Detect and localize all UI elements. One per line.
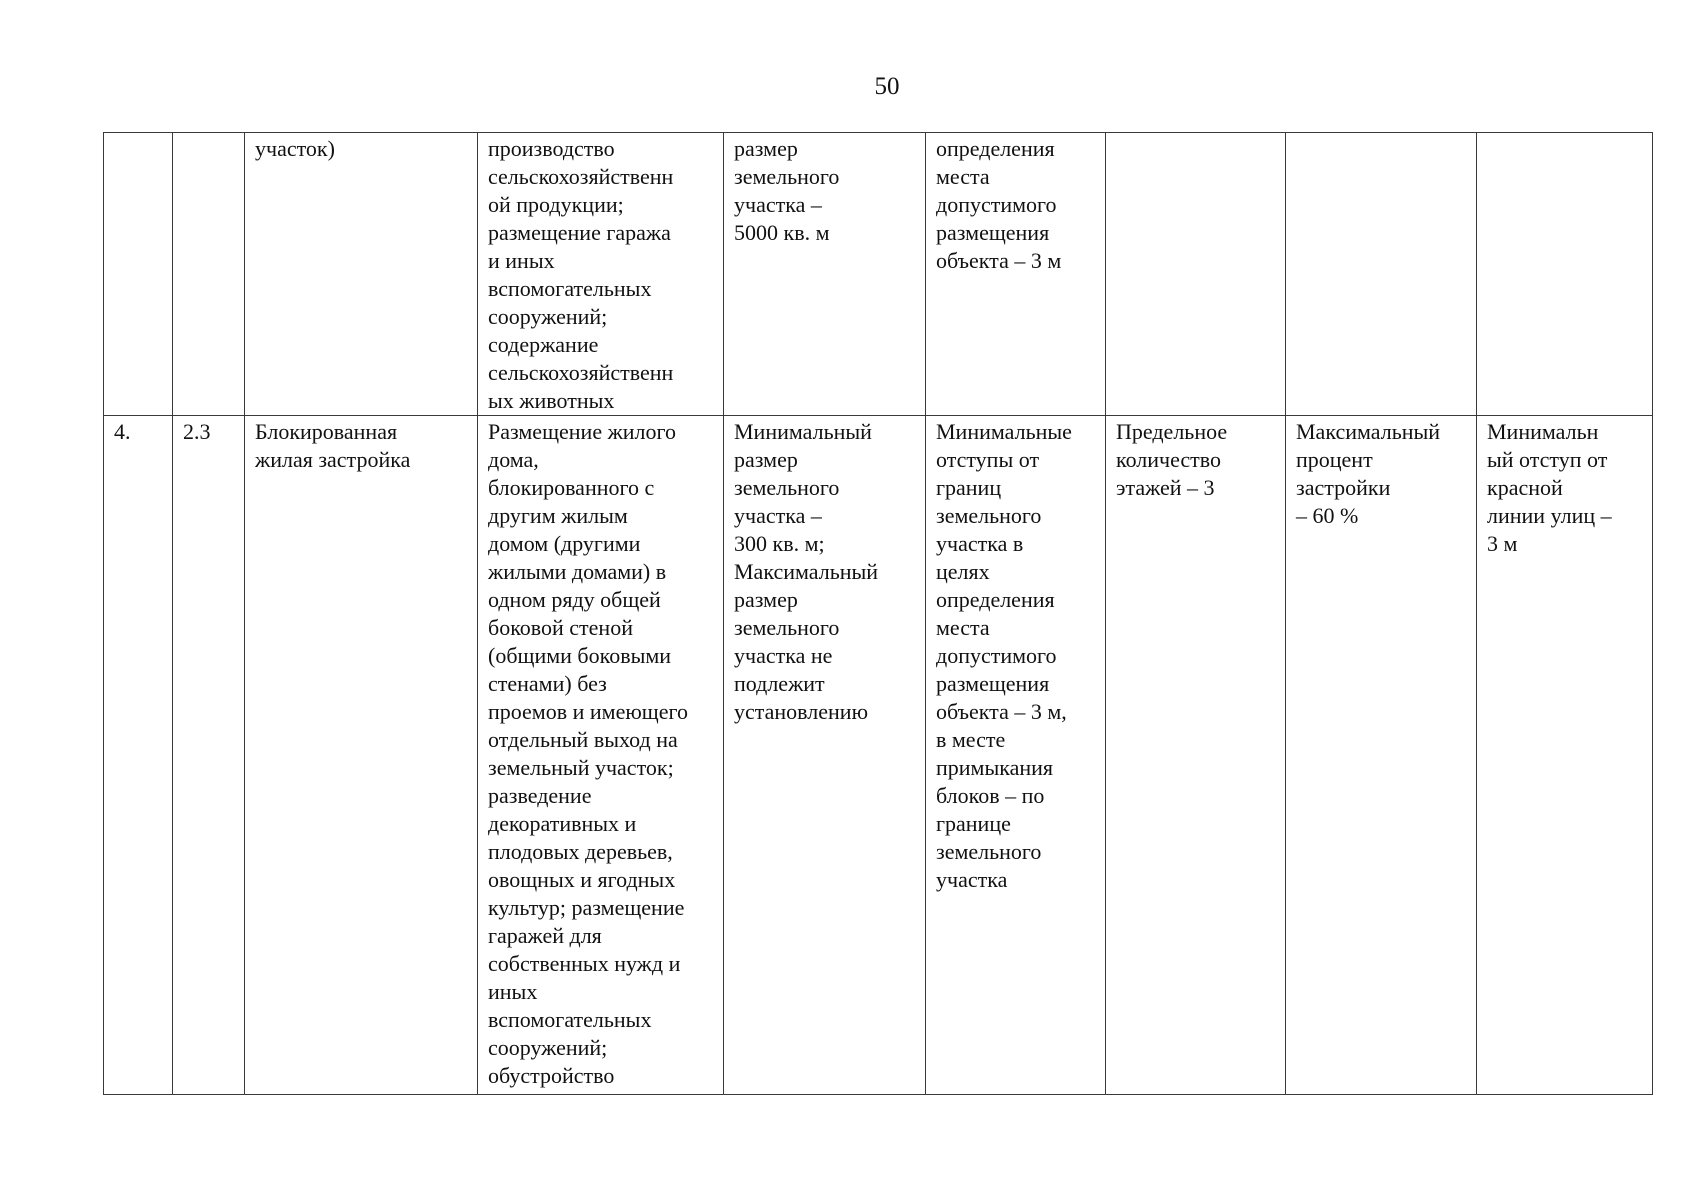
cell-description: Размещение жилого дома, блокированного с другим жилым домом (другими жилыми домами) в одном ряду общей боковой стеной (общими боковыми стенами) без проемов и имеющего отдельный выход на земельный участок; разведение декоративных и плодовых деревьев, овощных и ягодных культур; размещение гаражей для собственных нужд и иных вспомогательных сооружений; обустройство [478,416,724,1095]
cell-plot-size: размер земельного участка – 5000 кв. м [724,133,926,416]
cell-coverage: Максимальный процент застройки – 60 % [1286,416,1477,1095]
cell-red-line-setback [1477,133,1653,416]
cell-plot-size: Минимальный размер земельного участка – 300 кв. м; Максимальный размер земельного участка не подлежит установлению [724,416,926,1095]
cell-red-line-setback: Минимальн ый отступ от красной линии улиц – 3 м [1477,416,1653,1095]
page-number: 50 [874,73,900,100]
cell-setbacks: определения места допустимого размещения объекта – 3 м [926,133,1106,416]
cell-code: 2.3 [173,416,245,1095]
cell-use-name: участок) [245,133,478,416]
table-row [104,133,1653,416]
cell-code [173,133,245,416]
cell-number [104,133,173,416]
cell-number: 4. [104,416,173,1095]
cell-description: производство сельскохозяйственн ой продукции; размещение гаража и иных вспомогательных сооружений; содержание сельскохозяйственн ых животных [478,133,724,416]
cell-use-name: Блокированная жилая застройка [245,416,478,1095]
table-row [104,416,1653,1095]
cell-floors: Предельное количество этажей – 3 [1106,416,1286,1095]
regulations-table [103,132,1653,1095]
cell-coverage [1286,133,1477,416]
cell-floors [1106,133,1286,416]
cell-setbacks: Минимальные отступы от границ земельного участка в целях определения места допустимого размещения объекта – 3 м, в месте примыкания блоков – по границе земельного участка [926,416,1106,1095]
